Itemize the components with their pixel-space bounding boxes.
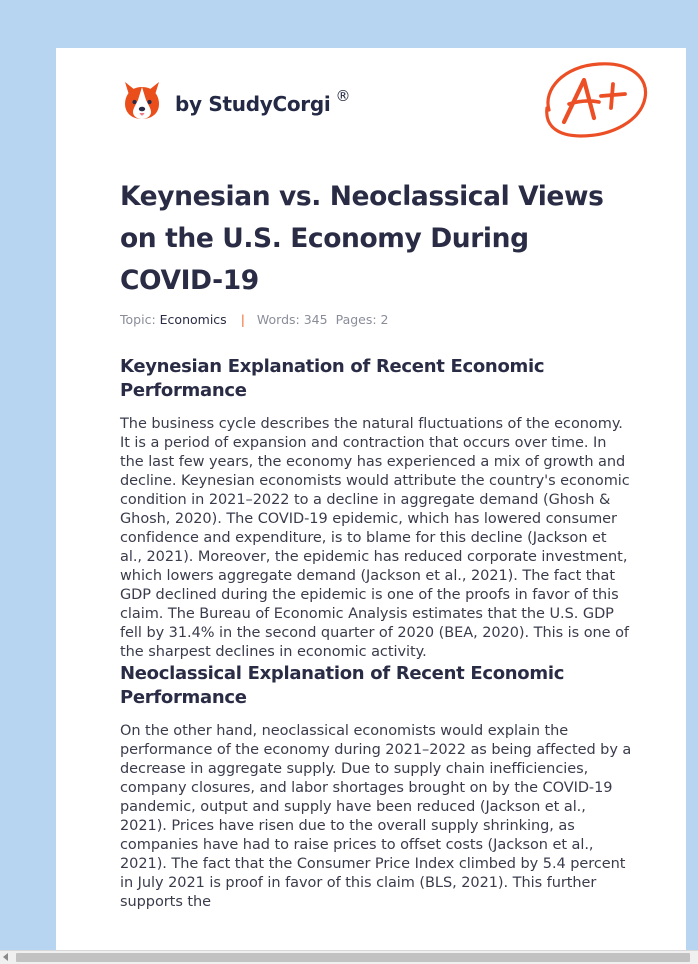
scrollbar-thumb[interactable]: [16, 953, 690, 962]
horizontal-scrollbar[interactable]: [0, 950, 698, 964]
trademark-symbol: ®: [335, 87, 351, 105]
brand-name: by StudyCorgi ®: [175, 87, 351, 116]
section-heading-keynesian: Keynesian Explanation of Recent Economic Performance: [120, 356, 545, 401]
section-body-neoclassical: On the other hand, neoclassical economists would explain the performance of the economy during 2021–2022 as being affected by a decrease in aggregate supply. Due to supply chain inefficiencies, company closures, and labor shortages brought on by the COVID-19 pandemic, output and supply have been reduced (Jackson et al., 2021). Prices have risen due to the overall supply shrinking, as companies have had to raise prices to offset costs (Jackson et al., 2021). The fact that the Consumer Price Index climbed by 5.4 percent in July 2021 is proof in favor of this claim (BLS, 2021). This further supports the: [120, 723, 632, 910]
section-heading-neoclassical: Neoclassical Explanation of Recent Economic Performance: [120, 663, 565, 708]
topic-label: Topic:: [120, 312, 156, 327]
page-count: Pages: 2: [335, 312, 389, 327]
document-page: [56, 48, 686, 953]
document-meta: [120, 312, 389, 327]
document-body: [120, 355, 632, 912]
meta-separator: |: [240, 312, 245, 327]
studycorgi-logo[interactable]: [122, 76, 350, 120]
section-body-keynesian: The business cycle describes the natural fluctuations of the economy. It is a period of expansion and contraction that occurs over time. In the last few years, the economy has experienced a mix of growth and decline. Keynesian economists would attribute the country's economic condition in 2021–2022 to a decline in aggregate demand (Ghosh & Ghosh, 2020). The COVID-19 epidemic, which has lowered consumer confidence and expenditure, is to blame for this decline (Jackson et al., 2021). Moreover, the epidemic has reduced corporate investment, which lowers aggregate demand (Jackson et al., 2021). The fact that GDP declined during the epidemic is one of the proofs in favor of this claim. The Bureau of Economic Analysis estimates that the U.S. GDP fell by 31.4% in the second quarter of 2020 (BEA, 2020). This is one of the sharpest declines in economic activity.: [120, 416, 630, 660]
scroll-left-arrow-icon[interactable]: [3, 953, 8, 961]
document-title: Keynesian vs. Neoclassical Views on the U.S. Economy During COVID-19: [120, 181, 604, 296]
word-count: Words: 345: [256, 312, 328, 327]
topic-link[interactable]: Economics: [159, 312, 227, 327]
corgi-logo-icon: [122, 76, 162, 120]
a-plus-grade-stamp: [539, 60, 649, 140]
